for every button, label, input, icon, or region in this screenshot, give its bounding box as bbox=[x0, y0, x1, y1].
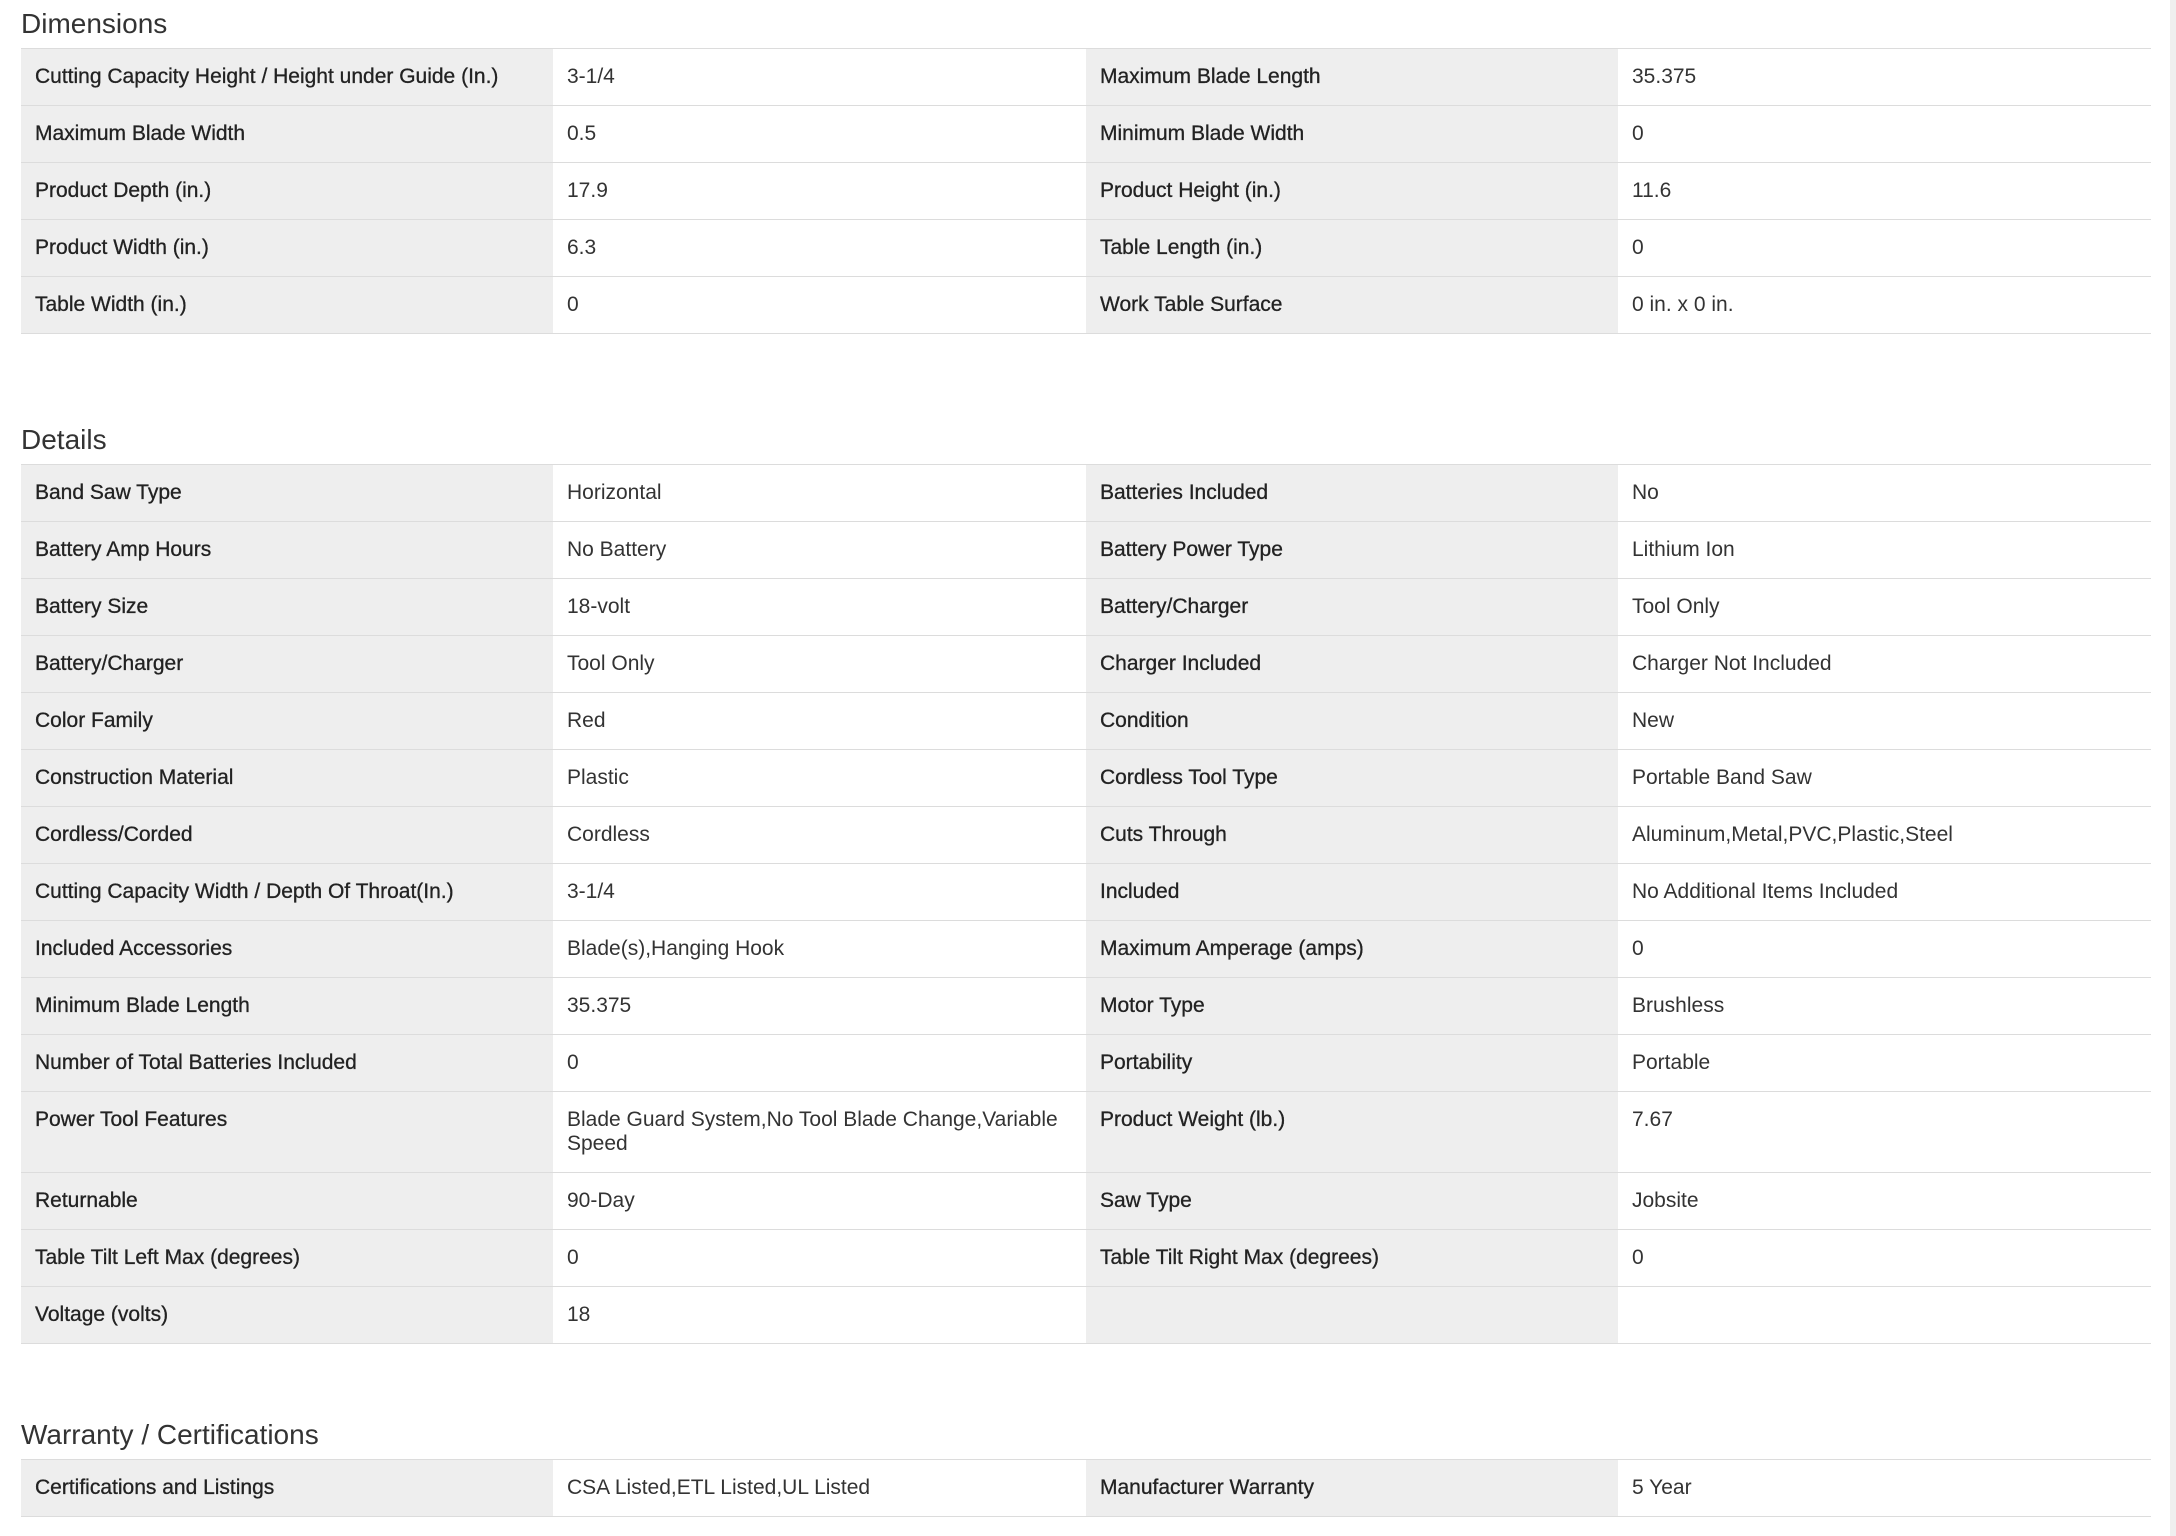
spec-value: 35.375 bbox=[553, 978, 1086, 1035]
spec-label: Product Width (in.) bbox=[21, 220, 553, 277]
spec-value: 18 bbox=[553, 1287, 1086, 1344]
spec-value: 0 bbox=[1618, 921, 2151, 978]
spec-value: No Battery bbox=[553, 522, 1086, 579]
spec-row bbox=[21, 1092, 2151, 1173]
spec-label: Battery Amp Hours bbox=[21, 522, 553, 579]
spec-label: Battery Power Type bbox=[1086, 522, 1618, 579]
spec-row bbox=[21, 636, 2151, 693]
spec-row bbox=[21, 1287, 2151, 1344]
spec-table-body bbox=[21, 465, 2151, 1344]
spec-table bbox=[21, 48, 2151, 334]
spec-value: 0 in. x 0 in. bbox=[1618, 277, 2151, 334]
spec-value: 3-1/4 bbox=[553, 864, 1086, 921]
spec-table-body bbox=[21, 49, 2151, 334]
spec-label: Table Tilt Right Max (degrees) bbox=[1086, 1230, 1618, 1287]
spec-value: Tool Only bbox=[553, 636, 1086, 693]
spec-row bbox=[21, 579, 2151, 636]
spec-label: Band Saw Type bbox=[21, 465, 553, 522]
spec-row bbox=[21, 1035, 2151, 1092]
spec-table bbox=[21, 464, 2151, 1344]
spec-table-body bbox=[21, 1460, 2151, 1517]
spec-row bbox=[21, 921, 2151, 978]
spec-label: Manufacturer Warranty bbox=[1086, 1460, 1618, 1517]
spec-label: Battery/Charger bbox=[1086, 579, 1618, 636]
spec-value: Red bbox=[553, 693, 1086, 750]
spec-label: Battery Size bbox=[21, 579, 553, 636]
spec-row bbox=[21, 163, 2151, 220]
spec-value: 0 bbox=[553, 1035, 1086, 1092]
spec-label: Portability bbox=[1086, 1035, 1618, 1092]
spec-value: CSA Listed,ETL Listed,UL Listed bbox=[553, 1460, 1086, 1517]
section-title: Details bbox=[21, 424, 107, 455]
spec-value: Cordless bbox=[553, 807, 1086, 864]
spec-label: Maximum Amperage (amps) bbox=[1086, 921, 1618, 978]
spec-label: Minimum Blade Width bbox=[1086, 106, 1618, 163]
spec-value: No Additional Items Included bbox=[1618, 864, 2151, 921]
spec-row bbox=[21, 693, 2151, 750]
spec-label: Voltage (volts) bbox=[21, 1287, 553, 1344]
spec-label: Included Accessories bbox=[21, 921, 553, 978]
spec-label: Product Height (in.) bbox=[1086, 163, 1618, 220]
spec-row bbox=[21, 1173, 2151, 1230]
spec-label: Cutting Capacity Width / Depth Of Throat(In.) bbox=[21, 864, 553, 921]
spec-label: Cordless/Corded bbox=[21, 807, 553, 864]
spec-value: 0.5 bbox=[553, 106, 1086, 163]
spec-label: Number of Total Batteries Included bbox=[21, 1035, 553, 1092]
spec-value: Charger Not Included bbox=[1618, 636, 2151, 693]
warranty-certifications-section bbox=[21, 1411, 2151, 1517]
spec-label: Construction Material bbox=[21, 750, 553, 807]
spec-label: Table Tilt Left Max (degrees) bbox=[21, 1230, 553, 1287]
spec-value: New bbox=[1618, 693, 2151, 750]
spec-row bbox=[21, 1460, 2151, 1517]
spec-label: Certifications and Listings bbox=[21, 1460, 553, 1517]
spec-value: 7.67 bbox=[1618, 1092, 2151, 1173]
spec-value: 18-volt bbox=[553, 579, 1086, 636]
spec-row bbox=[21, 106, 2151, 163]
spec-value: Brushless bbox=[1618, 978, 2151, 1035]
spec-value: 5 Year bbox=[1618, 1460, 2151, 1517]
spec-value: 3-1/4 bbox=[553, 49, 1086, 106]
spec-row bbox=[21, 522, 2151, 579]
spec-row bbox=[21, 978, 2151, 1035]
dimensions-section bbox=[21, 0, 2151, 334]
spec-value: Jobsite bbox=[1618, 1173, 2151, 1230]
spec-value: Plastic bbox=[553, 750, 1086, 807]
spec-label: Table Width (in.) bbox=[21, 277, 553, 334]
spec-label: Charger Included bbox=[1086, 636, 1618, 693]
spec-row bbox=[21, 807, 2151, 864]
details-section bbox=[21, 416, 2151, 1344]
spec-label: Cuts Through bbox=[1086, 807, 1618, 864]
spec-value: Blade(s),Hanging Hook bbox=[553, 921, 1086, 978]
spec-value: No bbox=[1618, 465, 2151, 522]
spec-label: Product Depth (in.) bbox=[21, 163, 553, 220]
spec-label: Color Family bbox=[21, 693, 553, 750]
spec-value: Horizontal bbox=[553, 465, 1086, 522]
spec-label: Maximum Blade Width bbox=[21, 106, 553, 163]
spec-value: Aluminum,Metal,PVC,Plastic,Steel bbox=[1618, 807, 2151, 864]
spec-value: Portable bbox=[1618, 1035, 2151, 1092]
spec-label: Maximum Blade Length bbox=[1086, 49, 1618, 106]
section-title: Dimensions bbox=[21, 8, 168, 39]
spec-value: 0 bbox=[553, 1230, 1086, 1287]
spec-row bbox=[21, 1230, 2151, 1287]
spec-value: 17.9 bbox=[553, 163, 1086, 220]
spec-value: 35.375 bbox=[1618, 49, 2151, 106]
spec-label: Product Weight (lb.) bbox=[1086, 1092, 1618, 1173]
spec-value: Tool Only bbox=[1618, 579, 2151, 636]
spec-row bbox=[21, 864, 2151, 921]
spec-label: Batteries Included bbox=[1086, 465, 1618, 522]
spec-label: Cordless Tool Type bbox=[1086, 750, 1618, 807]
spec-label bbox=[1086, 1287, 1618, 1344]
page-scroll-gutter bbox=[2170, 0, 2176, 1536]
spec-label: Motor Type bbox=[1086, 978, 1618, 1035]
spec-value: 11.6 bbox=[1618, 163, 2151, 220]
spec-label: Condition bbox=[1086, 693, 1618, 750]
spec-label: Returnable bbox=[21, 1173, 553, 1230]
spec-row bbox=[21, 465, 2151, 522]
spec-label: Table Length (in.) bbox=[1086, 220, 1618, 277]
spec-label: Cutting Capacity Height / Height under Guide (In.) bbox=[21, 49, 553, 106]
spec-value: 6.3 bbox=[553, 220, 1086, 277]
spec-value: 0 bbox=[1618, 1230, 2151, 1287]
spec-label: Battery/Charger bbox=[21, 636, 553, 693]
spec-row bbox=[21, 49, 2151, 106]
spec-value: Portable Band Saw bbox=[1618, 750, 2151, 807]
section-title: Warranty / Certifications bbox=[21, 1419, 319, 1450]
spec-value: Lithium Ion bbox=[1618, 522, 2151, 579]
spec-value: 0 bbox=[1618, 106, 2151, 163]
spec-value: 0 bbox=[1618, 220, 2151, 277]
spec-label: Work Table Surface bbox=[1086, 277, 1618, 334]
spec-value bbox=[1618, 1287, 2151, 1344]
spec-label: Power Tool Features bbox=[21, 1092, 553, 1173]
spec-table bbox=[21, 1459, 2151, 1517]
spec-label: Saw Type bbox=[1086, 1173, 1618, 1230]
spec-value: Blade Guard System,No Tool Blade Change,Variable Speed bbox=[553, 1092, 1086, 1173]
spec-value: 90-Day bbox=[553, 1173, 1086, 1230]
spec-row bbox=[21, 220, 2151, 277]
spec-row bbox=[21, 750, 2151, 807]
spec-value: 0 bbox=[553, 277, 1086, 334]
spec-label: Included bbox=[1086, 864, 1618, 921]
spec-row bbox=[21, 277, 2151, 334]
spec-label: Minimum Blade Length bbox=[21, 978, 553, 1035]
